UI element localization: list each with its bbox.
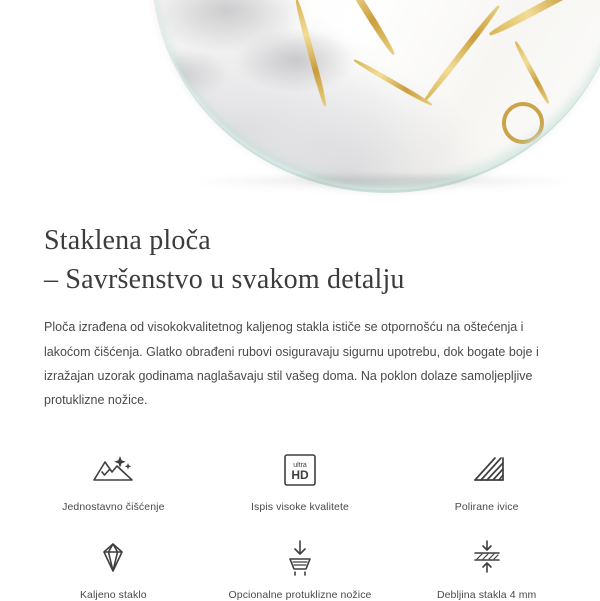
glass-thickness-icon: [465, 535, 509, 581]
ultra-badge-top: ultra: [293, 462, 307, 469]
ultra-hd-print-icon: [279, 447, 321, 493]
hero-image: [0, 0, 600, 196]
feature-label: Kaljeno staklo: [80, 589, 147, 601]
feature-grid: [0, 447, 600, 601]
feature-item-anti-slip-feet: [207, 535, 394, 601]
text-content: [0, 222, 600, 413]
feature-label: Jednostavno čišćenje: [62, 501, 164, 513]
polished-edges-icon: [465, 447, 509, 493]
anti-slip-feet-icon: [278, 535, 322, 581]
glass-plate-graphic: [152, 0, 600, 190]
feature-label: Opcionalne protuklizne nožice: [229, 589, 372, 601]
plate-drop-shadow: [168, 176, 598, 192]
description-paragraph: Ploča izrađena od visokokvalitetnog kaljenog stakla ističe se otpornošću na oštećenja i lakoćom čišćenja. Glatko obrađeni rubovi osiguravaju sigurnu upotrebu, dok bogate boje i izražajan uzorak godinama naglašavaju stil vašeg doma. Na poklon dolaze samoljepljive protuklizne nožice.: [44, 315, 554, 413]
ultra-badge-bottom: HD: [291, 468, 309, 482]
page-title: [44, 222, 556, 299]
feature-label: Polirane ivice: [455, 501, 519, 513]
feature-label: Ispis visoke kvalitete: [251, 501, 349, 513]
easy-clean-icon: [89, 447, 137, 493]
title-line-1: Staklena ploča: [44, 225, 211, 256]
feature-item-tempered-glass: [20, 535, 207, 601]
title-line-2: – Savršenstvo u svakom detalju: [44, 261, 556, 300]
feature-item-ultra-hd: [207, 447, 394, 513]
gold-vein: [488, 0, 600, 38]
feature-label: Debljina stakla 4 mm: [437, 589, 536, 601]
feature-item-polished-edges: [393, 447, 580, 513]
gold-ring-accent: [502, 102, 544, 144]
feature-item-easy-clean: [20, 447, 207, 513]
tempered-glass-diamond-icon: [91, 535, 135, 581]
gold-vein: [423, 4, 502, 102]
gold-vein: [513, 40, 550, 104]
feature-item-glass-thickness: [393, 535, 580, 601]
